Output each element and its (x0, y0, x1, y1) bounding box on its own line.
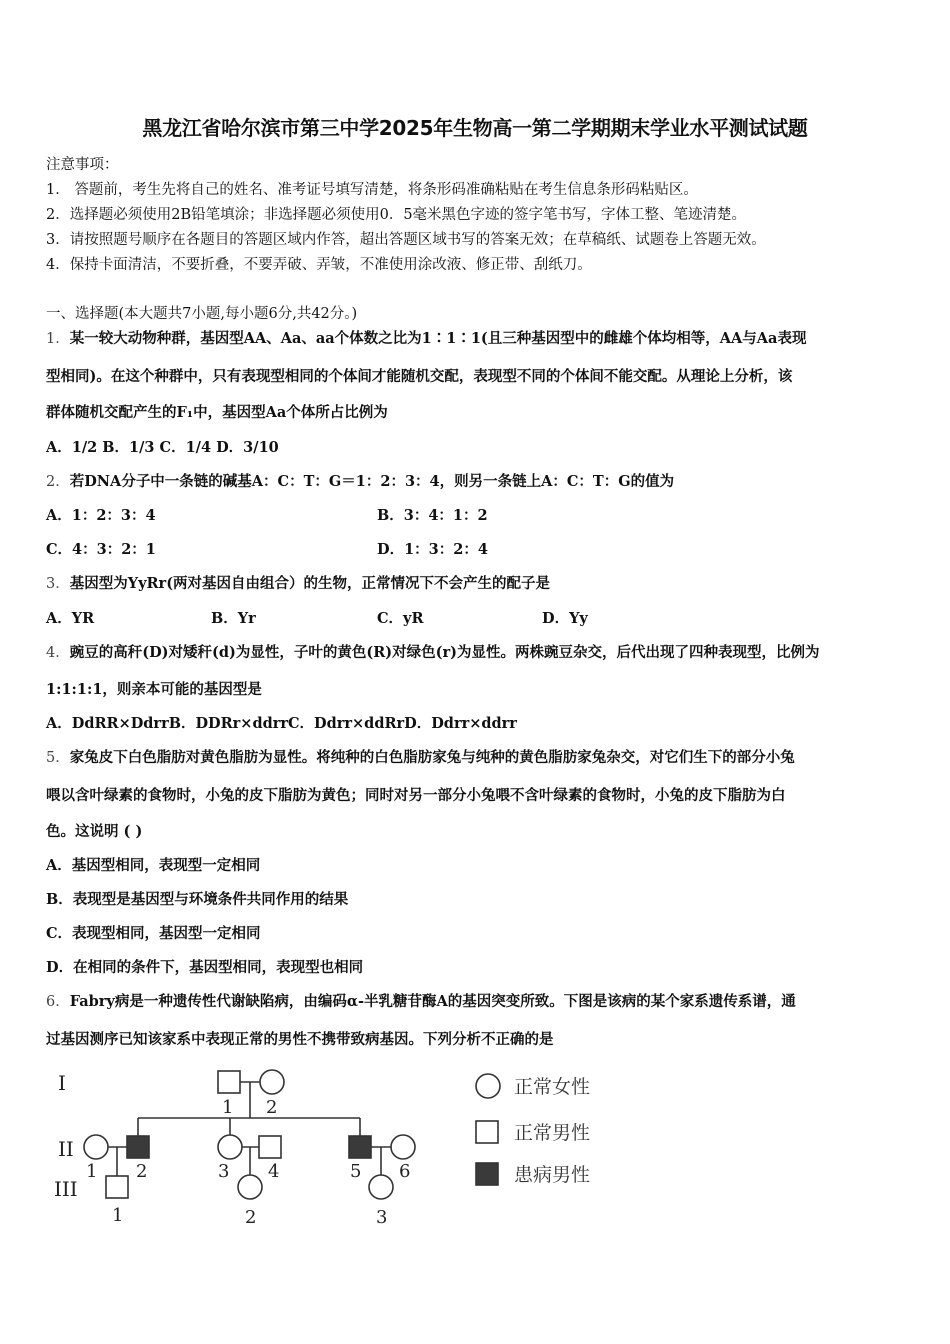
question-2-option-c: C．4：3：2：1 (46, 541, 156, 558)
pedigree-ii2-number: 2 (136, 1161, 148, 1182)
question-3-text: 基因型为YyRr(两对基因自由组合）的生物，正常情况下不会产生的配子是 (69, 575, 551, 592)
pedigree-iii1-square (106, 1176, 128, 1198)
pedigree-ii1-circle (84, 1135, 108, 1159)
pedigree-ii1-number: 1 (86, 1161, 98, 1182)
question-1-line-2: 型相同)。在这个种群中，只有表现型相同的个体间才能随机交配，表现型不同的个体间不能交配。从理论上分析，该 (46, 368, 793, 385)
pedigree-iii2-circle (238, 1175, 262, 1199)
question-6-text-1: Fabry病是一种遗传性代谢缺陷病，由编码α-半乳糖苷酶A的基因突变所致。下图是该病的某个家系遗传系谱，通 (69, 993, 796, 1010)
question-5-option-a: A．基因型相同，表现型一定相同 (46, 857, 261, 874)
pedigree-i2-circle (260, 1070, 284, 1094)
legend-female-symbol (476, 1074, 500, 1098)
note-item-4: 4．保持卡面清洁，不要折叠，不要弄破、弄皱，不准使用涂改液、修正带、刮纸刀。 (46, 257, 592, 273)
question-2-option-a: A．1：2：3：4 (46, 507, 156, 524)
question-5-option-d: D．在相同的条件下，基因型相同，表现型也相同 (46, 959, 364, 976)
pedigree-ii4-square (259, 1136, 281, 1158)
question-3-number: 3． (46, 576, 70, 592)
pedigree-iii3-number: 3 (376, 1207, 388, 1228)
pedigree-iii2-number: 2 (245, 1207, 257, 1228)
question-4-number: 4． (46, 645, 70, 661)
question-2-option-b: B．3：4：1：2 (377, 507, 488, 524)
question-5-option-c: C．表现型相同，基因型一定相同 (46, 925, 261, 942)
question-6-line-2: 过基因测序已知该家系中表现正常的男性不携带致病基因。下列分析不正确的是 (46, 1031, 554, 1048)
question-5-number: 5． (46, 750, 70, 766)
section-heading: 一、选择题(本大题共7小题,每小题6分,共42分。) (46, 306, 358, 322)
pedigree-ii6-number: 6 (399, 1161, 411, 1182)
pedigree-iii1-number: 1 (112, 1205, 124, 1226)
pedigree-gen-2-label: II (58, 1137, 74, 1161)
question-6-number: 6． (46, 994, 70, 1010)
pedigree-ii3-circle (218, 1135, 242, 1159)
question-1-number: 1． (46, 331, 70, 347)
legend-affected-label: 患病男性 (514, 1164, 591, 1186)
question-4-options: A．DdRR×DdrrB．DDRr×ddrrC．Ddrr×ddRrD．Ddrr×ddrr (46, 715, 517, 732)
question-5-line-2: 喂以含叶绿素的食物时，小兔的皮下脂肪为黄色；同时对另一部分小兔喂不含叶绿素的食物时，小兔的皮下脂肪为白 (46, 787, 786, 804)
pedigree-ii3-number: 3 (218, 1161, 230, 1182)
pedigree-i2-number: 2 (266, 1097, 278, 1118)
question-3-option-c: C．yR (377, 610, 424, 627)
question-2-number: 2． (46, 474, 70, 490)
pedigree-ii5-square (349, 1136, 371, 1158)
legend-male-label: 正常男性 (514, 1122, 591, 1144)
pedigree-gen-3-label: III (54, 1177, 78, 1201)
pedigree-gen-1-label: I (58, 1071, 66, 1095)
note-item-2: 2．选择题必须使用2B铅笔填涂；非选择题必须使用0．5毫米黑色字迹的签字笔书写，字体工整、笔迹清楚。 (46, 207, 747, 223)
pedigree-i1-number: 1 (222, 1097, 234, 1118)
question-2-option-d: D．1：3：2：4 (377, 541, 488, 558)
question-5-option-b: B．表现型是基因型与环境条件共同作用的结果 (46, 891, 349, 908)
note-item-3: 3．请按照题号顺序在各题目的答题区域内作答，超出答题区域书写的答案无效；在草稿纸、试题卷上答题无效。 (46, 232, 766, 248)
question-3-option-b: B．Yr (211, 610, 256, 627)
question-3-option-a: A．YR (46, 610, 95, 627)
notes-heading: 注意事项： (46, 157, 119, 173)
question-2-text: 若DNA分子中一条链的碱基A：C：T：G＝1：2：3：4，则另一条链上A：C：T：G的值为 (69, 473, 675, 490)
question-1-line-3: 群体随机交配产生的F₁中，基因型Aa个体所占比例为 (46, 404, 388, 421)
question-3-option-d: D．Yy (542, 610, 588, 627)
question-1-text-1: 某一较大动物种群，基因型AA、Aa、aa个体数之比为1∶1∶1(且三种基因型中的雌雄个体均相等，AA与Aa表现 (69, 330, 807, 347)
pedigree-ii4-number: 4 (268, 1161, 280, 1182)
question-5-text-1: 家兔皮下白色脂肪对黄色脂肪为显性。将纯种的白色脂肪家兔与纯种的黄色脂肪家兔杂交，对它们生下的部分小兔 (69, 749, 795, 766)
pedigree-ii2-square (127, 1136, 149, 1158)
legend-female-label: 正常女性 (514, 1076, 591, 1098)
page-title: 黑龙江省哈尔滨市第三中学2025年生物高一第二学期期末学业水平测试试题 (142, 116, 808, 140)
question-4-text-1: 豌豆的高秆(D)对矮秆(d)为显性，子叶的黄色(R)对绿色(r)为显性。两株豌豆杂交，后代出现了四种表现型，比例为 (69, 644, 820, 661)
legend-male-symbol (476, 1121, 498, 1143)
question-5-line-3: 色。这说明 ( ) (46, 823, 143, 840)
legend-affected-symbol (476, 1163, 498, 1185)
note-item-1: 1． 答题前，考生先将自己的姓名、准考证号填写清楚，将条形码准确粘贴在考生信息条形码粘贴区。 (46, 182, 698, 198)
pedigree-ii5-number: 5 (350, 1161, 362, 1182)
pedigree-i1-square (218, 1071, 240, 1093)
pedigree-iii3-circle (369, 1175, 393, 1199)
pedigree-ii6-circle (391, 1135, 415, 1159)
question-1-options: A．1/2 B．1/3 C．1/4 D．3/10 (46, 439, 279, 456)
question-4-line-2: 1:1:1:1，则亲本可能的基因型是 (46, 681, 262, 698)
